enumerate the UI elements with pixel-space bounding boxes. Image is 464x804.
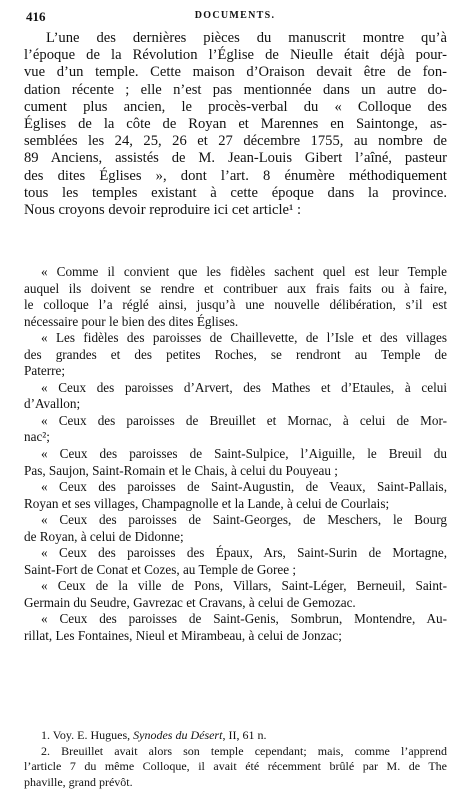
intro-line: des dites Églises », dont l’art. 8 énumère méthodiquement <box>24 167 447 184</box>
quote-line: Saint-Fort de Conat et Cozes, au Temple de Goree ; <box>24 561 297 577</box>
quote-line: Germain du Seudre, Gavrezac et Cravans, à celui de Gemozac. <box>24 594 356 610</box>
intro-line: Églises de la côte de Royan et Marennes en Saintonge, as- <box>24 115 447 132</box>
intro-line: l’époque de la Révolution l’Église de Nieulle était déjà pour- <box>24 47 447 64</box>
quote-line: Royan et ses villages, Champagnolle et la Lande, à celui de Courlais; <box>24 495 390 511</box>
footnotes <box>24 728 447 790</box>
quote-line: « Ceux des paroisses des Épaux, Ars, Saint-Surin de Mortagne, <box>41 545 447 561</box>
intro-line: L’une des dernières pièces du manuscrit montre qu’à <box>46 30 447 46</box>
quote-line: « Ceux des paroisses de Saint-Augustin, de Veaux, Saint-Pallais, <box>41 479 447 495</box>
quote-line: « Ceux des paroisses de Saint-Genis, Sombrun, Montendre, Au- <box>41 611 447 627</box>
running-head: DOCUMENTS. <box>194 10 276 21</box>
footnote-2-line: phaville, grand prévôt. <box>24 774 133 789</box>
page-number: 416 <box>26 9 46 24</box>
quote-line: de Royan, à celui de Didonne; <box>24 528 184 544</box>
quote-line: auquel ils doivent se rendre et contribuer aux frais faits ou à faire, <box>24 280 447 296</box>
intro-line: semblées les 24, 25, 26 et 27 décembre 1755, au nombre de <box>24 133 447 150</box>
quote-line: des grandes et des petites Roches, se rendront au Temple de <box>24 346 447 362</box>
quote-line: « Ceux de la ville de Pons, Villars, Saint-Léger, Berneuil, Saint- <box>41 578 447 594</box>
quote-line: « Les fidèles des paroisses de Chaillevette, de l’Isle et des villages <box>41 330 447 346</box>
quote-line: nac²; <box>24 429 50 445</box>
footnote-1-prefix: 1. Voy. E. Hugues, <box>41 728 134 742</box>
intro-line: Nous croyons devoir reproduire ici cet article¹ : <box>24 201 302 218</box>
footnote-2-line: l’article 7 du même Colloque, il avait été récemment brûlé par M. de The <box>24 759 447 774</box>
intro-paragraph <box>24 30 447 219</box>
intro-line: cument plus ancien, le procès-verbal du « Colloque des <box>24 98 447 115</box>
intro-line: 89 Anciens, assistés de M. Jean-Louis Gibert l’aîné, pasteur <box>24 150 447 167</box>
quoted-article <box>24 264 447 645</box>
quote-line: nécessaire pour le bien des dites Églises. <box>24 313 239 329</box>
quote-line: d’Avallon; <box>24 396 81 412</box>
footnote-2-line: 2. Breuillet avait alors son temple cependant; mais, comme l’apprend <box>41 743 447 758</box>
footnote-1 <box>24 728 447 744</box>
footnote-1-title: Synodes du Désert <box>133 728 223 742</box>
quote-line: le colloque l’a réglé ainsi, jusqu’à une nouvelle délibération, s’il est <box>24 297 447 313</box>
quote-line: « Comme il convient que les fidèles sachent quel est leur Temple <box>41 264 447 279</box>
quote-line: « Ceux des paroisses de Breuillet et Mornac, à celui de Mor- <box>41 412 447 428</box>
quote-line: Pas, Saujon, Saint-Romain et le Chais, à celui du Pouyeau ; <box>24 462 338 478</box>
page-header <box>26 9 444 25</box>
quote-line: Paterre; <box>24 363 66 379</box>
intro-line: vue d’un temple. Cette maison d’Oraison devait être de fon- <box>24 64 447 81</box>
quote-line: « Ceux des paroisses d’Arvert, des Mathes et d’Etaules, à celui <box>41 379 447 395</box>
intro-line: dation récente ; elle n’est pas mentionnée dans un autre do- <box>24 81 447 98</box>
quote-line: rillat, Les Fontaines, Nieul et Mirambeau, à celui de Jonzac; <box>24 628 342 644</box>
quote-line: « Ceux des paroisses de Saint-Georges, de Meschers, le Bourg <box>41 512 447 528</box>
quote-line: « Ceux des paroisses de Saint-Sulpice, l’Aiguille, le Breuil du <box>41 446 447 462</box>
footnote-1-suffix: , II, 61 n. <box>222 728 267 742</box>
intro-line: tous les temples existant à cette époque dans la province. <box>24 184 447 201</box>
